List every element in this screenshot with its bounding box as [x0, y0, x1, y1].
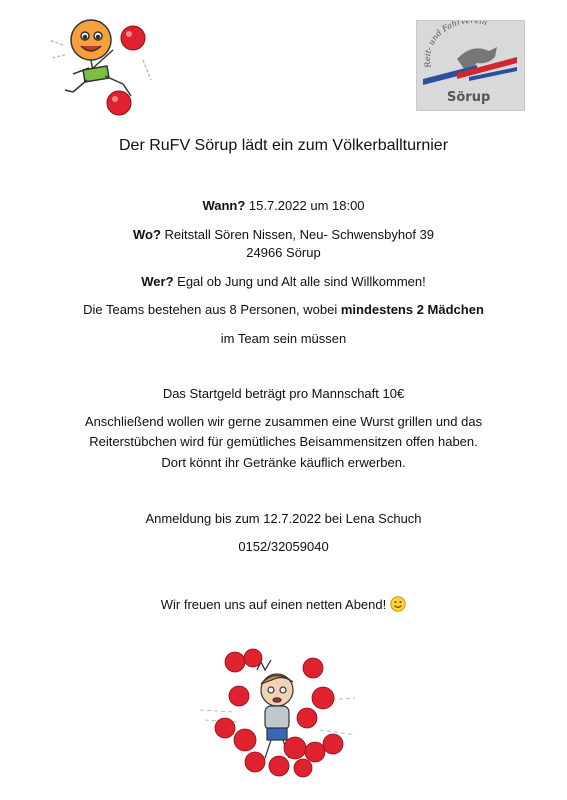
cartoon-kid-with-balls-icon: [43, 10, 158, 120]
phone-number: 0152/32059040: [238, 539, 329, 554]
teams-line-2: im Team sein müssen: [220, 331, 347, 346]
closing-text: Wir freuen uns auf einen netten Abend!: [160, 597, 387, 612]
info-line-1: Anschließend wollen wir gerne zusammen eine Wurst grillen und das: [84, 414, 483, 429]
who-line: [0, 274, 567, 290]
registration: Anmeldung bis zum 12.7.2022 bei Lena Schuch: [145, 511, 422, 526]
smiley-icon: [390, 596, 406, 612]
where-postal: 24966 Sörup: [246, 245, 321, 260]
closing-line: [0, 596, 567, 613]
when-line: [0, 198, 567, 214]
teams-prefix: Die Teams bestehen aus 8 Personen, wobei: [83, 302, 341, 317]
logo-arc-text: Reit- und Fahrv in: [422, 21, 489, 69]
when-label: Wann?: [202, 198, 246, 213]
info-line-3: Dort könnt ihr Getränke käuflich erwerben.: [161, 455, 406, 470]
where-label: Wo?: [132, 227, 161, 242]
page-title: Der RuFV Sörup lädt ein zum Völkerballturnier: [118, 137, 449, 154]
when-value: 15.7.2022 um 18:00: [245, 198, 365, 213]
info-line-2: Reiterstübchen wird für gemütliches Beisammensitzen offen haben.: [89, 434, 478, 449]
entry-fee: Das Startgeld beträgt pro Mannschaft 10€: [162, 386, 405, 401]
cartoon-kid-dodging-balls-icon: [195, 640, 360, 780]
teams-bold: mindestens 2 Mädchen: [340, 302, 484, 317]
where-value: Reitstall Sören Nissen, Neu- Schwensbyhof 39: [160, 227, 435, 242]
club-logo: [416, 20, 525, 111]
horse-jumping-icon: [417, 21, 524, 110]
teams-line: [0, 302, 567, 318]
where-line: [0, 227, 567, 243]
logo-name: Sörup: [447, 90, 491, 105]
who-value: Egal ob Jung und Alt alle sind Willkommen!: [173, 274, 426, 289]
who-label: Wer?: [141, 274, 174, 289]
